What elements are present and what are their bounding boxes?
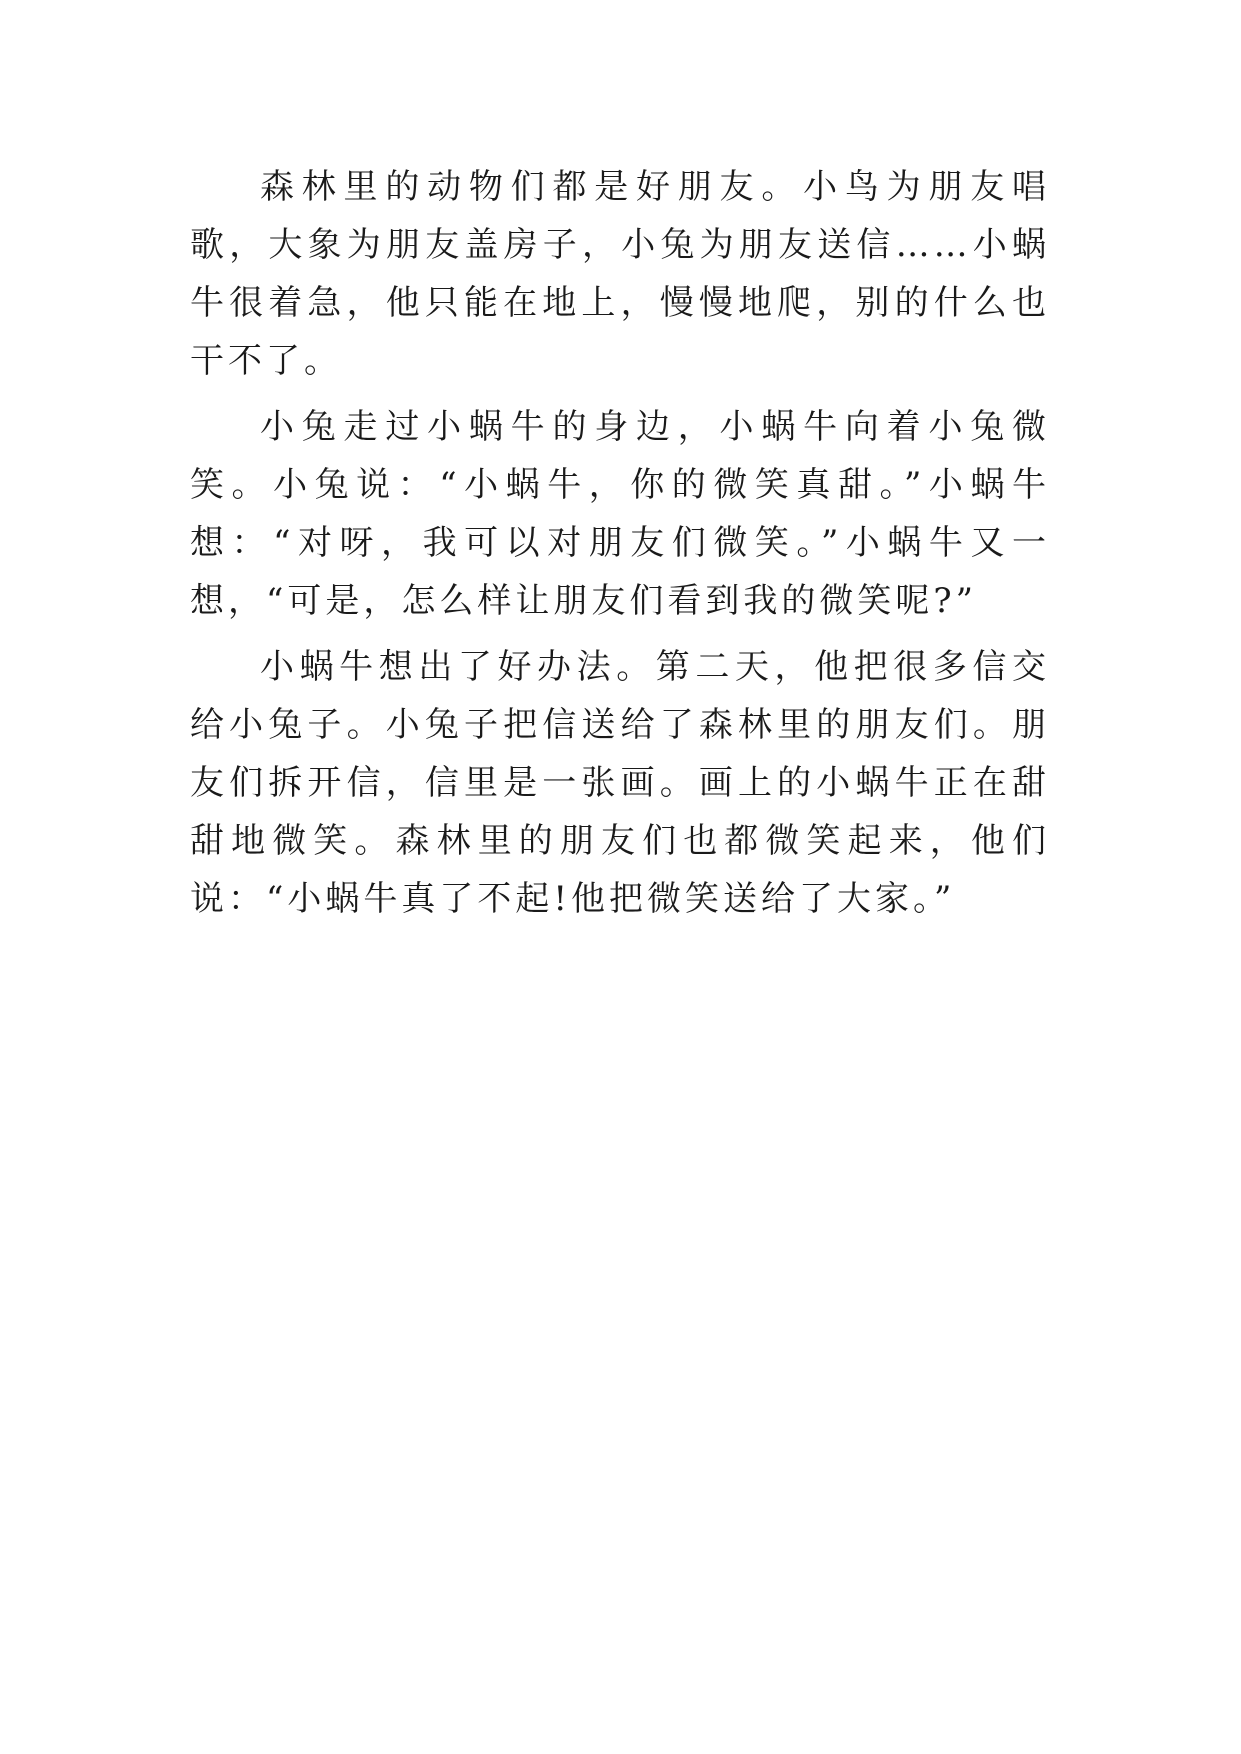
story-text: [190, 158, 1050, 936]
paragraph-2: 小兔走过小蜗牛的身边，小蜗牛向着小兔微笑。小兔说：“小蜗牛，你的微笑真甜。”小蜗牛想：“对呀，我可以对朋友们微笑。”小蜗牛又一想，“可是，怎么样让朋友们看到我的微笑呢?”: [190, 407, 1050, 621]
paragraph-3: 小蜗牛想出了好办法。第二天，他把很多信交给小兔子。小兔子把信送给了森林里的朋友们。朋友们拆开信，信里是一张画。画上的小蜗牛正在甜甜地微笑。森林里的朋友们也都微笑起来，他们说：“小蜗牛真了不起!他把微笑送给了大家。”: [190, 647, 1050, 919]
paragraph-1: 森林里的动物们都是好朋友。小鸟为朋友唱歌，大象为朋友盖房子，小兔为朋友送信……小蜗牛很着急，他只能在地上，慢慢地爬，别的什么也干不了。: [190, 167, 1050, 381]
